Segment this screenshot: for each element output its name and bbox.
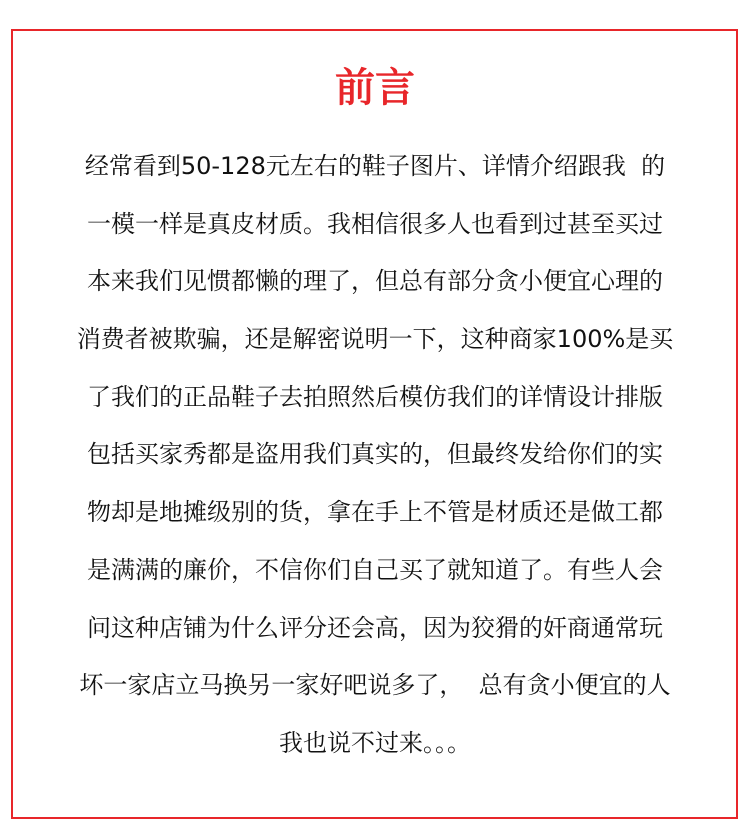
paragraph-line: 是满满的廉价，不信你们自己买了就知道了。有些人会: [87, 555, 663, 584]
paragraph-line: 一模一样是真皮材质。我相信很多人也看到过甚至买过: [87, 209, 663, 238]
notice-paragraph: [0, 138, 750, 773]
paragraph-line: 本来我们见惯都懒的理了，但总有部分贪小便宜心理的: [87, 267, 663, 296]
paragraph-line: 问这种店铺为什么评分还会高，因为狡猾的奸商通常玩: [87, 613, 663, 642]
paragraph-line: 了我们的正品鞋子去拍照然后模仿我们的详情设计排版: [87, 382, 663, 411]
paragraph-line: 包括买家秀都是盗用我们真实的，但最终发给你们的实: [87, 440, 663, 469]
paragraph-line: 消费者被欺骗，还是解密说明一下，这种商家100%是买: [76, 325, 674, 354]
paragraph-line: 坏一家店立马换另一家好吧说多了， 总有贪小便宜的人: [79, 671, 671, 700]
paragraph-line: 经常看到50-128元左右的鞋子图片、详情介绍跟我 的: [84, 152, 666, 180]
page-title: 前言: [335, 65, 415, 111]
paragraph-line: 物却是地摊级别的货，拿在手上不管是材质还是做工都: [87, 498, 663, 527]
paragraph-line: 我也说不过来。。。: [279, 728, 471, 757]
